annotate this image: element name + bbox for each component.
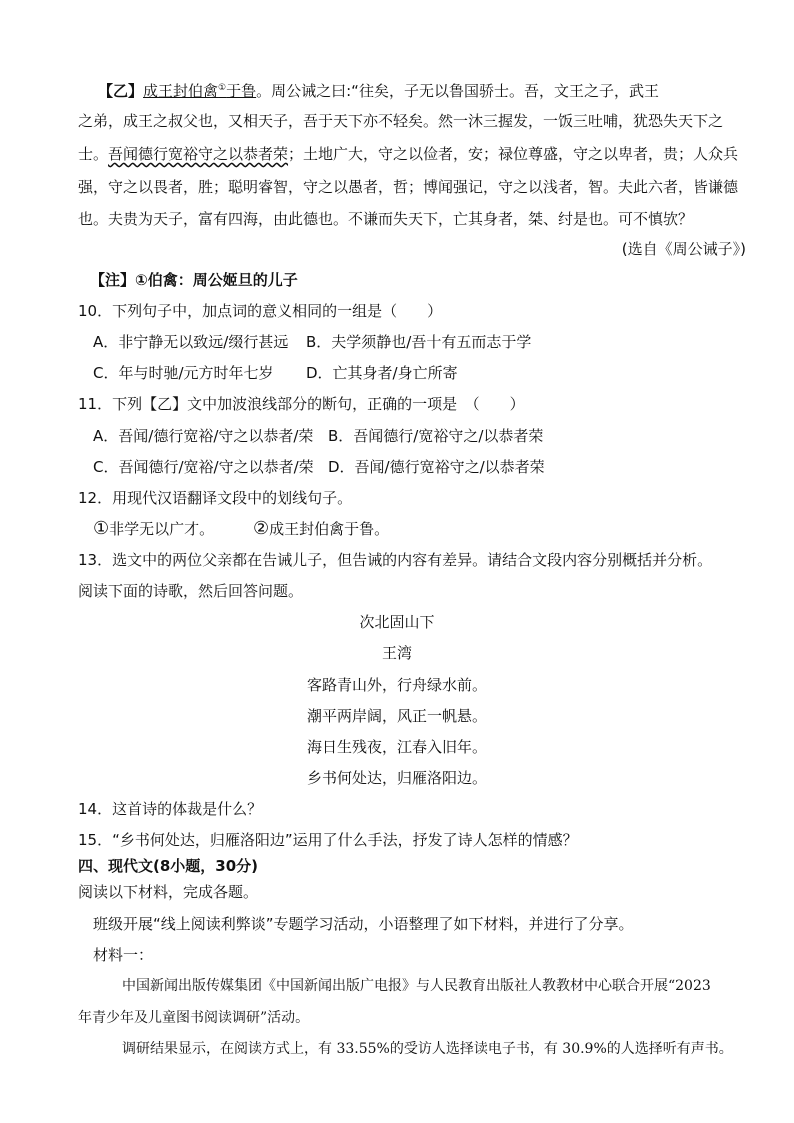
- question-11-stem: 11．下列【乙】文中加波浪线部分的断句，正确的一项是 （ ）: [78, 395, 525, 413]
- material-1-line-1: 中国新闻出版传媒集团《中国新闻出版广电报》与人民教育出版社人教教材中心联合开展“2023: [122, 978, 711, 994]
- question-10-option-c: C．年与时驰/元方时年七岁: [93, 364, 274, 382]
- question-14-stem: 14．这首诗的体裁是什么？: [78, 800, 263, 818]
- question-15-stem: 15．“乡书何处达，归雁洛阳边”运用了什么手法，抒发了诗人怎样的情感？: [78, 831, 578, 849]
- question-12-item-2: ②成王封伯禽于鲁。: [253, 518, 390, 539]
- poem-intro: 阅读下面的诗歌，然后回答问题。: [78, 582, 304, 600]
- footnote: 【注】①伯禽：周公姬旦的儿子: [90, 271, 298, 289]
- passage-b-line-4: 强，守之以畏者，胜；聪明睿智，守之以愚者，哲；博闻强记，守之以浅者，智。夫此六者，皆谦德: [78, 178, 739, 196]
- material-1-label: 材料一：: [93, 946, 154, 964]
- wavy-underlined-sentence: 吾闻德行宽裕守之以恭者荣: [108, 145, 289, 163]
- section-4-heading: 四、现代文(8小题，30分): [78, 857, 259, 875]
- question-12-item-1: ①非学无以广才。: [93, 518, 215, 539]
- question-10-option-b: B．夫学须静也/吾十有五而志于学: [306, 333, 532, 351]
- passage-b-line-2: 之弟，成王之叔父也，又相天子，吾于天下亦不轻矣。然一沐三握发，一饭三吐哺，犹恐失天下之: [78, 112, 724, 130]
- poem-line-2: 潮平两岸阔，风正一帆悬。: [306, 707, 487, 725]
- poem-line-1: 客路青山外，行舟绿水前。: [306, 676, 487, 694]
- question-10-option-d: D．亡其身者/身亡所寄: [306, 364, 458, 382]
- question-10-stem: 10．下列句子中，加点词的意义相同的一组是（ ）: [78, 302, 443, 320]
- poem-line-3: 海日生残夜，江春入旧年。: [306, 738, 487, 756]
- question-11-option-a: A．吾闻/德行宽裕/守之以恭者/荣: [93, 427, 314, 445]
- passage-b-line-3: 士。吾闻德行宽裕守之以恭者荣；土地广大，守之以俭者，安；禄位尊盛，守之以卑者，贵；人众兵: [78, 145, 739, 163]
- question-12-stem: 12．用现代汉语翻译文段中的划线句子。: [78, 489, 353, 507]
- question-11-option-d: D．吾闻/德行宽裕守之/以恭者荣: [328, 458, 545, 476]
- question-13-stem: 13．选文中的两位父亲都在告诫儿子，但告诫的内容有差异。请结合文段内容分别概括并分析。: [78, 551, 713, 569]
- passage-b-line-5: 也。夫贵为天子，富有四海，由此德也。不谦而失天下，亡其身者，桀、纣是也。可不慎欤？: [78, 210, 694, 228]
- material-1-line-3: 调研结果显示，在阅读方式上，有 33.55%的受访人选择读电子书，有 30.9%的人选择听有声书。: [122, 1041, 733, 1057]
- passage-b-line-1: 【乙】成王封伯禽①于鲁。周公诫之曰:“往矣，子无以鲁国骄士。吾，文王之子，武王: [98, 82, 659, 100]
- question-11-option-c: C．吾闻德行/宽裕/守之以恭者/荣: [93, 458, 314, 476]
- passage-b-label: 【乙】: [98, 82, 144, 100]
- question-11-option-b: B．吾闻德行/宽裕守之/以恭者荣: [328, 427, 544, 445]
- poem-author: 王湾: [381, 644, 412, 662]
- passage-b-source: (选自《周公诫子》): [621, 240, 746, 258]
- poem-line-4: 乡书何处达，归雁洛阳边。: [306, 769, 487, 787]
- activity-description: 班级开展“线上阅读利弊谈”专题学习活动，小语整理了如下材料，并进行了分享。: [93, 915, 634, 933]
- material-1-line-2: 年青少年及儿童图书阅读调研”活动。: [78, 1010, 310, 1026]
- underlined-sentence-2: 成王封伯禽①于鲁: [143, 82, 257, 100]
- section-4-intro: 阅读以下材料，完成各题。: [78, 883, 259, 901]
- question-10-option-a: A．非宁静无以致远/缀行甚远: [93, 333, 289, 351]
- poem-title: 次北固山下: [359, 613, 435, 631]
- footnote-marker: ①: [218, 83, 227, 93]
